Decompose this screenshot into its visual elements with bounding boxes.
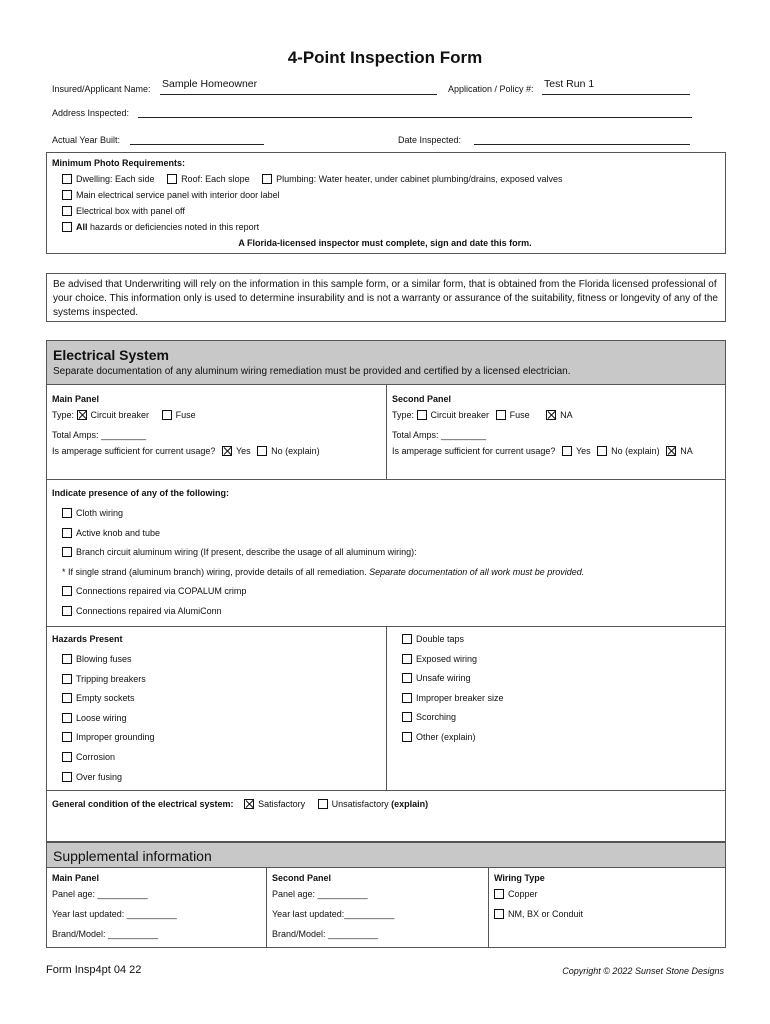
cloth-label: Cloth wiring: [76, 508, 124, 518]
na-checkbox[interactable]: [546, 410, 556, 420]
hazard-label: Improper breaker size: [416, 692, 504, 703]
knob-label: Active knob and tube: [76, 528, 161, 538]
main-panel-photo-label: Main electrical service panel with interior door label: [76, 190, 280, 200]
no-checkbox[interactable]: [257, 446, 267, 456]
nm-label: NM, BX or Conduit: [508, 909, 584, 919]
alumiconn-label: Connections repaired via AlumiConn: [76, 606, 222, 616]
checkbox[interactable]: [167, 174, 177, 184]
supp-second-brand: Brand/Model: __________: [272, 929, 379, 939]
hazard-label: Tripping breakers: [76, 673, 146, 684]
checkbox[interactable]: [62, 586, 72, 596]
hazard-label: Scorching: [416, 712, 457, 723]
hazard-label: Unsafe wiring: [416, 673, 471, 684]
policy-label: Application / Policy #:: [448, 84, 534, 94]
electrical-header: [46, 340, 726, 385]
hazard-checkbox[interactable]: [62, 772, 72, 782]
roof-label: Roof: Each slope: [181, 174, 250, 184]
presence-item: [62, 606, 222, 616]
divider: [386, 626, 387, 790]
note-plain: * If single strand (aluminum branch) wiring, provide details of all remediation.: [62, 567, 367, 577]
hazard-checkbox[interactable]: [62, 693, 72, 703]
hazard-checkbox[interactable]: [402, 673, 412, 683]
condition-label: General condition of the electrical system:: [52, 799, 234, 809]
hazard-label: Improper grounding: [76, 732, 155, 743]
unsatisfactory-label: Unsatisfactory: [331, 799, 389, 809]
insured-label: Insured/Applicant Name:: [52, 84, 151, 94]
hazard-checkbox[interactable]: [402, 654, 412, 664]
fuse-checkbox[interactable]: [162, 410, 172, 420]
yes-checkbox[interactable]: [222, 446, 232, 456]
hazard-checkbox[interactable]: [62, 674, 72, 684]
supp-main-brand: Brand/Model: __________: [52, 929, 159, 939]
type-label: Type:: [392, 410, 415, 420]
checkbox[interactable]: [62, 547, 72, 557]
photo-req-row-4: [62, 222, 259, 232]
policy-value: Test Run 1: [544, 78, 595, 90]
hazard-label: Empty sockets: [76, 693, 135, 704]
checkbox[interactable]: [494, 889, 504, 899]
photo-req-row-2: [62, 190, 280, 200]
hazard-checkbox[interactable]: [402, 693, 412, 703]
checkbox[interactable]: [494, 909, 504, 919]
divider: [266, 868, 267, 948]
insured-field[interactable]: [160, 80, 437, 95]
photo-req-heading: Minimum Photo Requirements:: [52, 158, 186, 168]
type-label: Type:: [52, 410, 75, 420]
plumbing-label: Plumbing: Water heater, under cabinet plumbing/drains, exposed valves: [276, 174, 563, 184]
hazard-item: [402, 634, 464, 644]
dwelling-label: Dwelling: Each side: [76, 174, 155, 184]
checkbox[interactable]: [62, 174, 72, 184]
no-label: No (explain): [271, 446, 320, 456]
hazard-checkbox[interactable]: [62, 654, 72, 664]
all-rest-label: hazards or deficiencies noted in this report: [90, 222, 260, 232]
sufficient-label: Is amperage sufficient for current usage?: [52, 446, 216, 456]
presence-item: [62, 528, 160, 538]
photo-req-row-3: [62, 206, 185, 216]
checkbox[interactable]: [62, 206, 72, 216]
supplemental-title: Supplemental information: [53, 848, 212, 864]
fuse-label: Fuse: [509, 410, 530, 420]
hazard-label: Double taps: [416, 634, 465, 644]
no-checkbox[interactable]: [597, 446, 607, 456]
hazard-label: Loose wiring: [76, 712, 127, 723]
satisfactory-checkbox[interactable]: [244, 799, 254, 809]
address-label: Address Inspected:: [52, 108, 130, 118]
wiring-copper-row: [494, 889, 538, 899]
hazards-heading: Hazards Present: [52, 634, 123, 644]
hazard-checkbox[interactable]: [402, 634, 412, 644]
photo-req-row-1: [62, 174, 562, 184]
hazard-checkbox[interactable]: [62, 752, 72, 762]
electrical-subtitle: Separate documentation of any aluminum wiring remediation must be provided and certified by a licensed electrician.: [53, 366, 571, 377]
presence-item: [62, 547, 417, 557]
hazard-item: [402, 673, 471, 683]
hazard-label: Over fusing: [76, 771, 123, 782]
aluminum-note: [62, 567, 584, 577]
second-panel-type-row: [392, 410, 573, 420]
fuse-checkbox[interactable]: [496, 410, 506, 420]
florida-notice: A Florida-licensed inspector must complete, sign and date this form.: [238, 238, 532, 248]
hazard-item: [62, 772, 122, 782]
presence-heading: Indicate presence of any of the following:: [52, 488, 230, 498]
hazard-item: [402, 693, 504, 703]
copyright: Copyright © 2022 Sunset Stone Designs: [562, 966, 724, 976]
date-inspected-field[interactable]: [474, 133, 690, 145]
hazard-label: Exposed wiring: [416, 653, 478, 664]
main-total-amps: Total Amps: _________: [52, 430, 147, 440]
second-total-amps: Total Amps: _________: [392, 430, 487, 440]
hazard-item: [402, 732, 476, 742]
na-checkbox[interactable]: [666, 446, 676, 456]
main-panel-heading: Main Panel: [52, 394, 100, 404]
policy-field[interactable]: [542, 80, 690, 95]
hazard-label: Other (explain): [416, 732, 476, 742]
main-panel-type-row: [52, 410, 196, 420]
yes-label: Yes: [575, 446, 591, 456]
hazard-checkbox[interactable]: [402, 712, 412, 722]
note-italic: Separate documentation of all work must be provided.: [369, 567, 585, 577]
hazard-label: Corrosion: [76, 752, 116, 762]
hazard-item: [62, 674, 146, 684]
supp-second-heading: Second Panel: [272, 873, 332, 883]
year-built-label: Actual Year Built:: [52, 135, 121, 145]
advisory-box: Be advised that Underwriting will rely on the information in this sample form, or a similar form, that is obtained from the Florida licensed professional of your choice. This information only is used to determine insurability and is not a warranty or assurance of the suitability, fitness or longevity of any of the systems inspected.: [46, 273, 726, 322]
copalum-label: Connections repaired via COPALUM crimp: [76, 586, 247, 596]
fuse-label: Fuse: [175, 410, 196, 420]
main-sufficient-row: [52, 446, 320, 456]
checkbox[interactable]: [62, 606, 72, 616]
hazard-item: [402, 712, 456, 722]
supp-second-age: Panel age: __________: [272, 889, 368, 899]
wiring-nm-row: [494, 909, 583, 919]
circuit-breaker-checkbox[interactable]: [77, 410, 87, 420]
hazard-label: Blowing fuses: [76, 654, 132, 664]
year-built-field[interactable]: [130, 133, 264, 145]
hazard-item: [62, 654, 132, 664]
unsatisfactory-checkbox[interactable]: [318, 799, 328, 809]
checkbox[interactable]: [62, 190, 72, 200]
checkbox[interactable]: [62, 528, 72, 538]
hazard-item: [62, 693, 135, 703]
divider: [488, 868, 489, 948]
copper-label: Copper: [508, 889, 538, 899]
sufficient-label: Is amperage sufficient for current usage?: [392, 446, 556, 456]
hazard-item: [402, 654, 477, 664]
address-field[interactable]: [138, 106, 692, 118]
no-label: No (explain): [611, 446, 660, 456]
supp-main-updated: Year last updated: __________: [52, 909, 177, 919]
checkbox[interactable]: [62, 508, 72, 518]
date-inspected-label: Date Inspected:: [398, 135, 462, 145]
circuit-breaker-label: Circuit breaker: [430, 410, 490, 420]
explain-label: (explain): [391, 799, 429, 809]
divider: [46, 790, 726, 791]
electrical-box-label: Electrical box with panel off: [76, 206, 185, 216]
presence-item: [62, 586, 246, 596]
form-id: Form Insp4pt 04 22: [46, 964, 142, 976]
supp-second-updated: Year last updated:__________: [272, 909, 395, 919]
satisfactory-label: Satisfactory: [258, 799, 306, 809]
na-label: NA: [680, 446, 693, 456]
wiring-type-heading: Wiring Type: [494, 873, 545, 883]
all-bold-label: All: [76, 222, 88, 232]
second-panel-heading: Second Panel: [392, 394, 452, 404]
circuit-breaker-checkbox[interactable]: [417, 410, 427, 420]
yes-label: Yes: [235, 446, 251, 456]
supp-main-heading: Main Panel: [52, 873, 100, 883]
hazard-item: [62, 713, 127, 723]
electrical-title: Electrical System: [53, 347, 169, 363]
hazard-checkbox[interactable]: [62, 713, 72, 723]
circuit-breaker-label: Circuit breaker: [90, 410, 150, 420]
supplemental-header: [46, 842, 726, 868]
aluminum-label: Branch circuit aluminum wiring (If present, describe the usage of all aluminum wiring):: [76, 547, 417, 557]
supp-main-age: Panel age: __________: [52, 889, 148, 899]
presence-item: [62, 508, 123, 518]
second-sufficient-row: [392, 446, 693, 456]
condition-row: [52, 799, 428, 809]
yes-checkbox[interactable]: [562, 446, 572, 456]
divider: [386, 385, 387, 479]
na-label: NA: [560, 410, 573, 420]
page-title: 4-Point Inspection Form: [287, 48, 483, 67]
divider: [46, 479, 726, 480]
hazard-item: [62, 732, 155, 742]
hazard-item: [62, 752, 115, 762]
insured-value: Sample Homeowner: [162, 78, 258, 90]
checkbox[interactable]: [262, 174, 272, 184]
checkbox[interactable]: [62, 222, 72, 232]
hazard-checkbox[interactable]: [62, 732, 72, 742]
hazard-checkbox[interactable]: [402, 732, 412, 742]
